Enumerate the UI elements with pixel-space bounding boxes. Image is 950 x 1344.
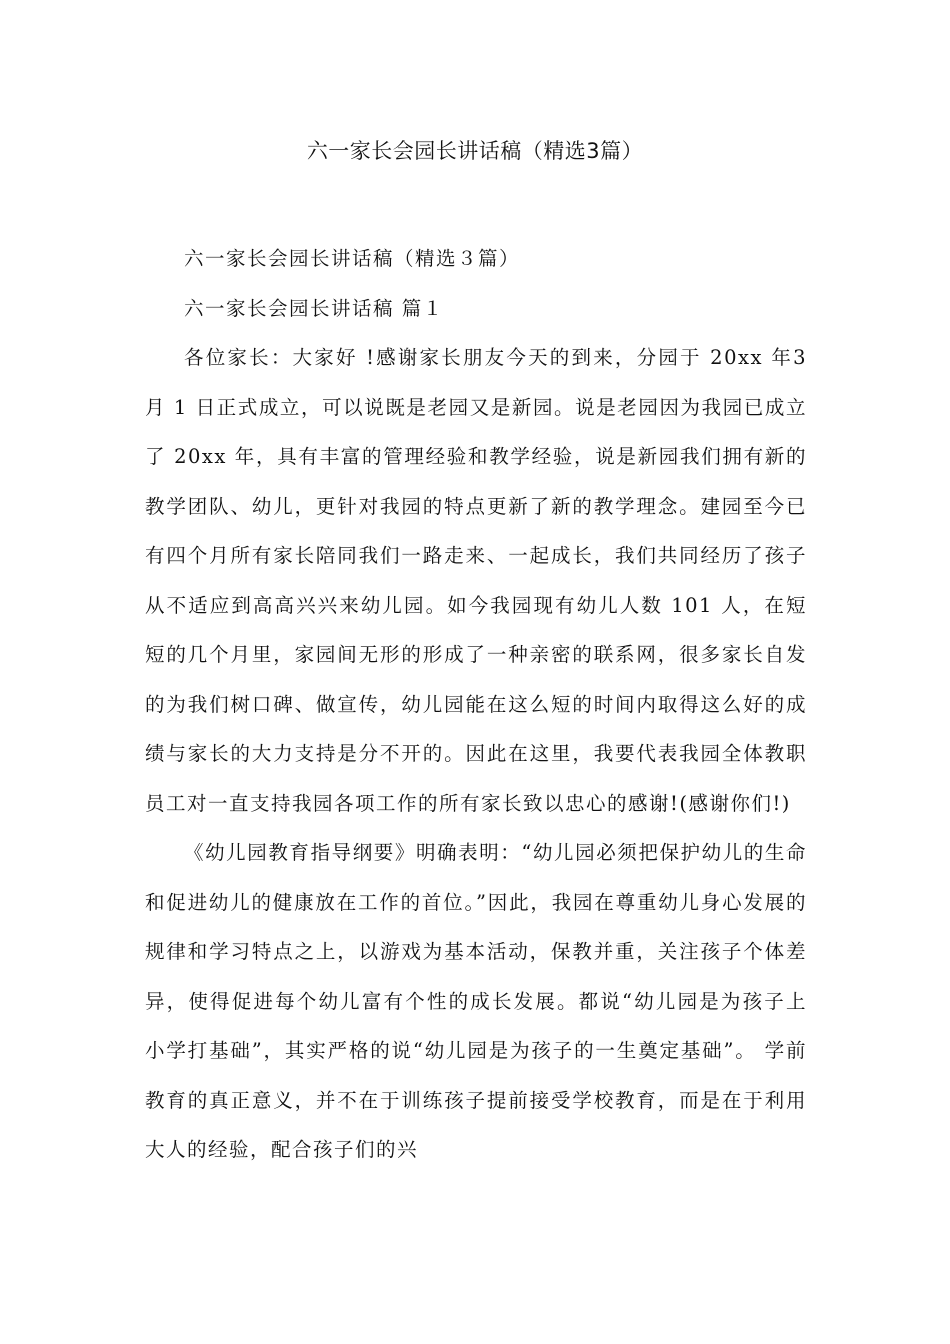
document-body [145,234,807,1175]
paragraph-greeting: 各位家长：大家好 !感谢家长朋友今天的到来，分园于 20xx 年3 月 1 日正式成立，可以说既是老园又是新园。说是老园因为我园已成立了 20xx 年，具有丰富的管理经验和教学经验，说是新园我们拥有新的教学团队、幼儿，更针对我园的特点更新了新的教学理念。建园至今已有四个月所有家长陪同我们一路走来、一起成长，我们共同经历了孩子从不适应到高高兴兴来幼儿园。如今我园现有幼儿人数 101 人，在短短的几个月里，家园间无形的形成了一种亲密的联系网，很多家长自发的为我们树口碑、做宣传，幼儿园能在这么短的时间内取得这么好的成绩与家长的大力支持是分不开的。因此在这里，我要代表我园全体教职员工对一直支持我园各项工作的所有家长致以忠心的感谢!(感谢你们!) [145,346,807,815]
paragraph-guidelines: 《幼儿园教育指导纲要》明确表明：“幼儿园必须把保护幼儿的生命和促进幼儿的健康放在工作的首位。”因此，我园在尊重幼儿身心发展的规律和学习特点之上，以游戏为基本活动，保教并重，关注孩子个体差异，使得促进每个幼儿富有个性的成长发展。都说“幼儿园是为孩子上小学打基础”，其实严格的说“幼儿园是为孩子的一生奠定基础”。 学前教育的真正意义，并不在于训练孩子提前接受学校教育，而是在于利用大人的经验，配合孩子们的兴 [145,841,807,1161]
document-title: 六一家长会园长讲话稿（精选3篇） [306,139,644,163]
section-heading: 六一家长会园长讲话稿 篇１ [184,296,444,320]
subtitle-line: 六一家长会园长讲话稿（精选３篇） [184,247,521,270]
